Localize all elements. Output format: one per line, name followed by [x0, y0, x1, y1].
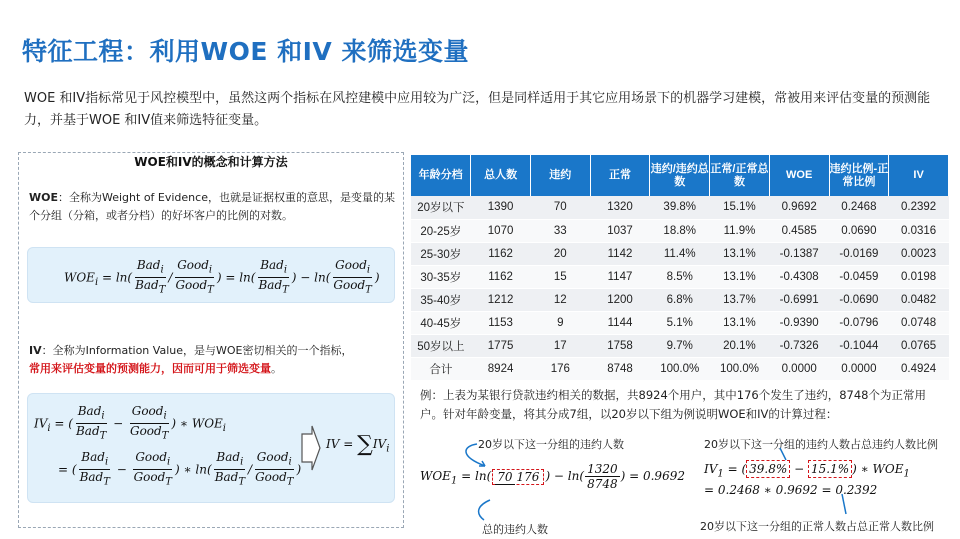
- table-cell: 18.8%: [650, 219, 710, 242]
- table-cell: -0.6991: [769, 288, 829, 311]
- table-body: [411, 196, 949, 380]
- table-cell: 1212: [471, 288, 531, 311]
- table-cell: 1390: [471, 196, 531, 219]
- table-cell: 13.1%: [710, 265, 770, 288]
- table-cell: 30-35岁: [411, 265, 471, 288]
- table-cell: 25-30岁: [411, 242, 471, 265]
- table-cell: 1320: [590, 196, 650, 219]
- header-diff: 违约比例-正常比例: [829, 155, 889, 196]
- table-cell: 70: [530, 196, 590, 219]
- table-cell: 0.0000: [829, 357, 889, 380]
- woe-example-formula: $WOE_1 = \ln$( 70 176 ) − ln( $\frac{1320}{8748}$ ) = 0.9692: [420, 462, 685, 491]
- table-cell: 20: [530, 242, 590, 265]
- header-woe: WOE: [769, 155, 829, 196]
- arrow-up-icon: [836, 492, 856, 516]
- woe-annotation-top: 20岁以下这一分组的违约人数: [478, 438, 624, 451]
- concept-panel: [18, 152, 404, 528]
- table-cell: 100.0%: [650, 357, 710, 380]
- table-cell: 6.8%: [650, 288, 710, 311]
- table-cell: 0.0482: [889, 288, 949, 311]
- table-cell: 1775: [471, 334, 531, 357]
- woe-formula-box: [27, 247, 395, 303]
- table-cell: 13.7%: [710, 288, 770, 311]
- iv-formula-line2: = ( $\frac{Bad_i}{Bad_T}$ − $\frac{Good_i}{Good_T}$ ) ∗ ln( $\frac{Bad_i}{Bad_T}$ / $\frac{Good_i}{Good_T}$ ): [58, 450, 302, 488]
- iv-example-formula: $IV_1$ = ( 39.8% − 15.1% ) ∗ $WOE_1$ = 0.2468 ∗ 0.9692 = 0.2392: [704, 462, 910, 498]
- woe-annotation-bottom: 总的违约人数: [482, 523, 548, 536]
- table-cell: 1153: [471, 311, 531, 334]
- table-cell: 20岁以下: [411, 196, 471, 219]
- table-cell: 0.0748: [889, 311, 949, 334]
- table-cell: 11.9%: [710, 219, 770, 242]
- table-cell: 0.2392: [889, 196, 949, 219]
- header-total: 总人数: [471, 155, 531, 196]
- table-cell: -0.0796: [829, 311, 889, 334]
- header-default: 违约: [530, 155, 590, 196]
- table-cell: -0.9390: [769, 311, 829, 334]
- arrow-right-icon: [300, 424, 322, 472]
- table-cell: 35-40岁: [411, 288, 471, 311]
- table-cell: 15: [530, 265, 590, 288]
- table-cell: 40-45岁: [411, 311, 471, 334]
- table-row: [411, 334, 949, 357]
- header-age-group: 年龄分档: [411, 155, 471, 196]
- table-cell: 8.5%: [650, 265, 710, 288]
- iv-formula-line1: $IV_i$ = ( $\frac{Bad_i}{Bad_T}$ − $\frac{Good_i}{Good_T}$ ) ∗ $WOE_i$: [34, 404, 226, 442]
- table-cell: 1162: [471, 265, 531, 288]
- woe-example-highlight: 70 176: [492, 469, 544, 485]
- panel-title: WOE和IV的概念和计算方法: [19, 153, 403, 170]
- table-cell: 33: [530, 219, 590, 242]
- table-cell: 13.1%: [710, 311, 770, 334]
- table-cell: 11.4%: [650, 242, 710, 265]
- table-cell: 1147: [590, 265, 650, 288]
- table-cell: 20-25岁: [411, 219, 471, 242]
- table-row: [411, 357, 949, 380]
- table-cell: 13.1%: [710, 242, 770, 265]
- table-cell: 1200: [590, 288, 650, 311]
- table-cell: 100.0%: [710, 357, 770, 380]
- table-cell: 8748: [590, 357, 650, 380]
- table-cell: 0.0000: [769, 357, 829, 380]
- table-row: [411, 242, 949, 265]
- table-row: [411, 219, 949, 242]
- table-cell: -0.4308: [769, 265, 829, 288]
- example-text: 例：上表为某银行贷款违约相关的数据，共8924个用户，其中176个发生了违约，8748个为正常用户。针对年龄变量，将其分成7组，以20岁以下组为例说明WOE和IV的计算过程：: [420, 388, 926, 421]
- table-row: [411, 311, 949, 334]
- table-cell: 1037: [590, 219, 650, 242]
- table-cell: 0.9692: [769, 196, 829, 219]
- intro-text: WOE 和IV指标常见于风控模型中，虽然这两个指标在风控建模中应用较为广泛，但是同样适用于其它应用场景下的机器学习建模，常被用来评估变量的预测能力，并基于WOE 和IV值来筛选特征变量。: [24, 91, 931, 128]
- table-cell: 9.7%: [650, 334, 710, 357]
- table-cell: 39.8%: [650, 196, 710, 219]
- table-cell: 0.0765: [889, 334, 949, 357]
- table-cell: 0.0023: [889, 242, 949, 265]
- table-cell: 0.2468: [829, 196, 889, 219]
- iv-definition: IV：全称为Information Value，是与WOE密切相关的一个指标， 常用来评估变量的预测能力，因而可用于筛选变量。: [29, 344, 353, 375]
- page-title: 特征工程：利用WOE 和IV 来筛选变量: [22, 37, 469, 66]
- table-cell: 8924: [471, 357, 531, 380]
- table-cell: 0.4585: [769, 219, 829, 242]
- iv-sum-formula: IV = $\sum IV_i$: [326, 432, 390, 457]
- table-cell: -0.7326: [769, 334, 829, 357]
- table-cell: 0.0316: [889, 219, 949, 242]
- table-cell: 1142: [590, 242, 650, 265]
- table-cell: 0.0198: [889, 265, 949, 288]
- table-cell: 0.4924: [889, 357, 949, 380]
- table-cell: 12: [530, 288, 590, 311]
- table-cell: -0.0169: [829, 242, 889, 265]
- header-iv: IV: [889, 155, 949, 196]
- table-cell: 20.1%: [710, 334, 770, 357]
- table-cell: 合计: [411, 357, 471, 380]
- table-cell: 15.1%: [710, 196, 770, 219]
- table-cell: -0.0459: [829, 265, 889, 288]
- table-cell: 0.0690: [829, 219, 889, 242]
- iv-annotation-bottom: 20岁以下这一分组的正常人数占总正常人数比例: [700, 520, 934, 533]
- table-cell: 9: [530, 311, 590, 334]
- age-woe-iv-table: [411, 155, 949, 381]
- table-row: [411, 196, 949, 219]
- table-cell: 176: [530, 357, 590, 380]
- header-normal: 正常: [590, 155, 650, 196]
- table-cell: 1144: [590, 311, 650, 334]
- table-cell: 5.1%: [650, 311, 710, 334]
- woe-definition: WOE：全称为Weight of Evidence，也就是证据权重的意思，是变量的某个分组（分箱，或者分档）的好坏客户的比例的对数。: [29, 191, 395, 222]
- table-cell: 50岁以上: [411, 334, 471, 357]
- iv-formula-box: [27, 393, 395, 503]
- table-cell: 1162: [471, 242, 531, 265]
- table-cell: -0.1387: [769, 242, 829, 265]
- table-cell: 1070: [471, 219, 531, 242]
- table-cell: 17: [530, 334, 590, 357]
- table-cell: -0.0690: [829, 288, 889, 311]
- table-cell: -0.1044: [829, 334, 889, 357]
- iv-annotation-top: 20岁以下这一分组的违约人数占总违约人数比例: [704, 438, 938, 451]
- header-normal-ratio: 正常/正常总数: [710, 155, 770, 196]
- table-cell: 1758: [590, 334, 650, 357]
- woe-formula: $WOE_i = \ln$( $\frac{Bad_i}{Bad_T}$ / $\frac{Good_i}{Good_T}$ ) = ln( $\frac{Bad_i}{Bad_T}$ ) − ln( $\frac{Good_i}{Good_T}$ ): [64, 258, 380, 296]
- table-row: [411, 265, 949, 288]
- table-row: [411, 288, 949, 311]
- header-default-ratio: 违约/违约总数: [650, 155, 710, 196]
- table-header-row: [411, 155, 949, 196]
